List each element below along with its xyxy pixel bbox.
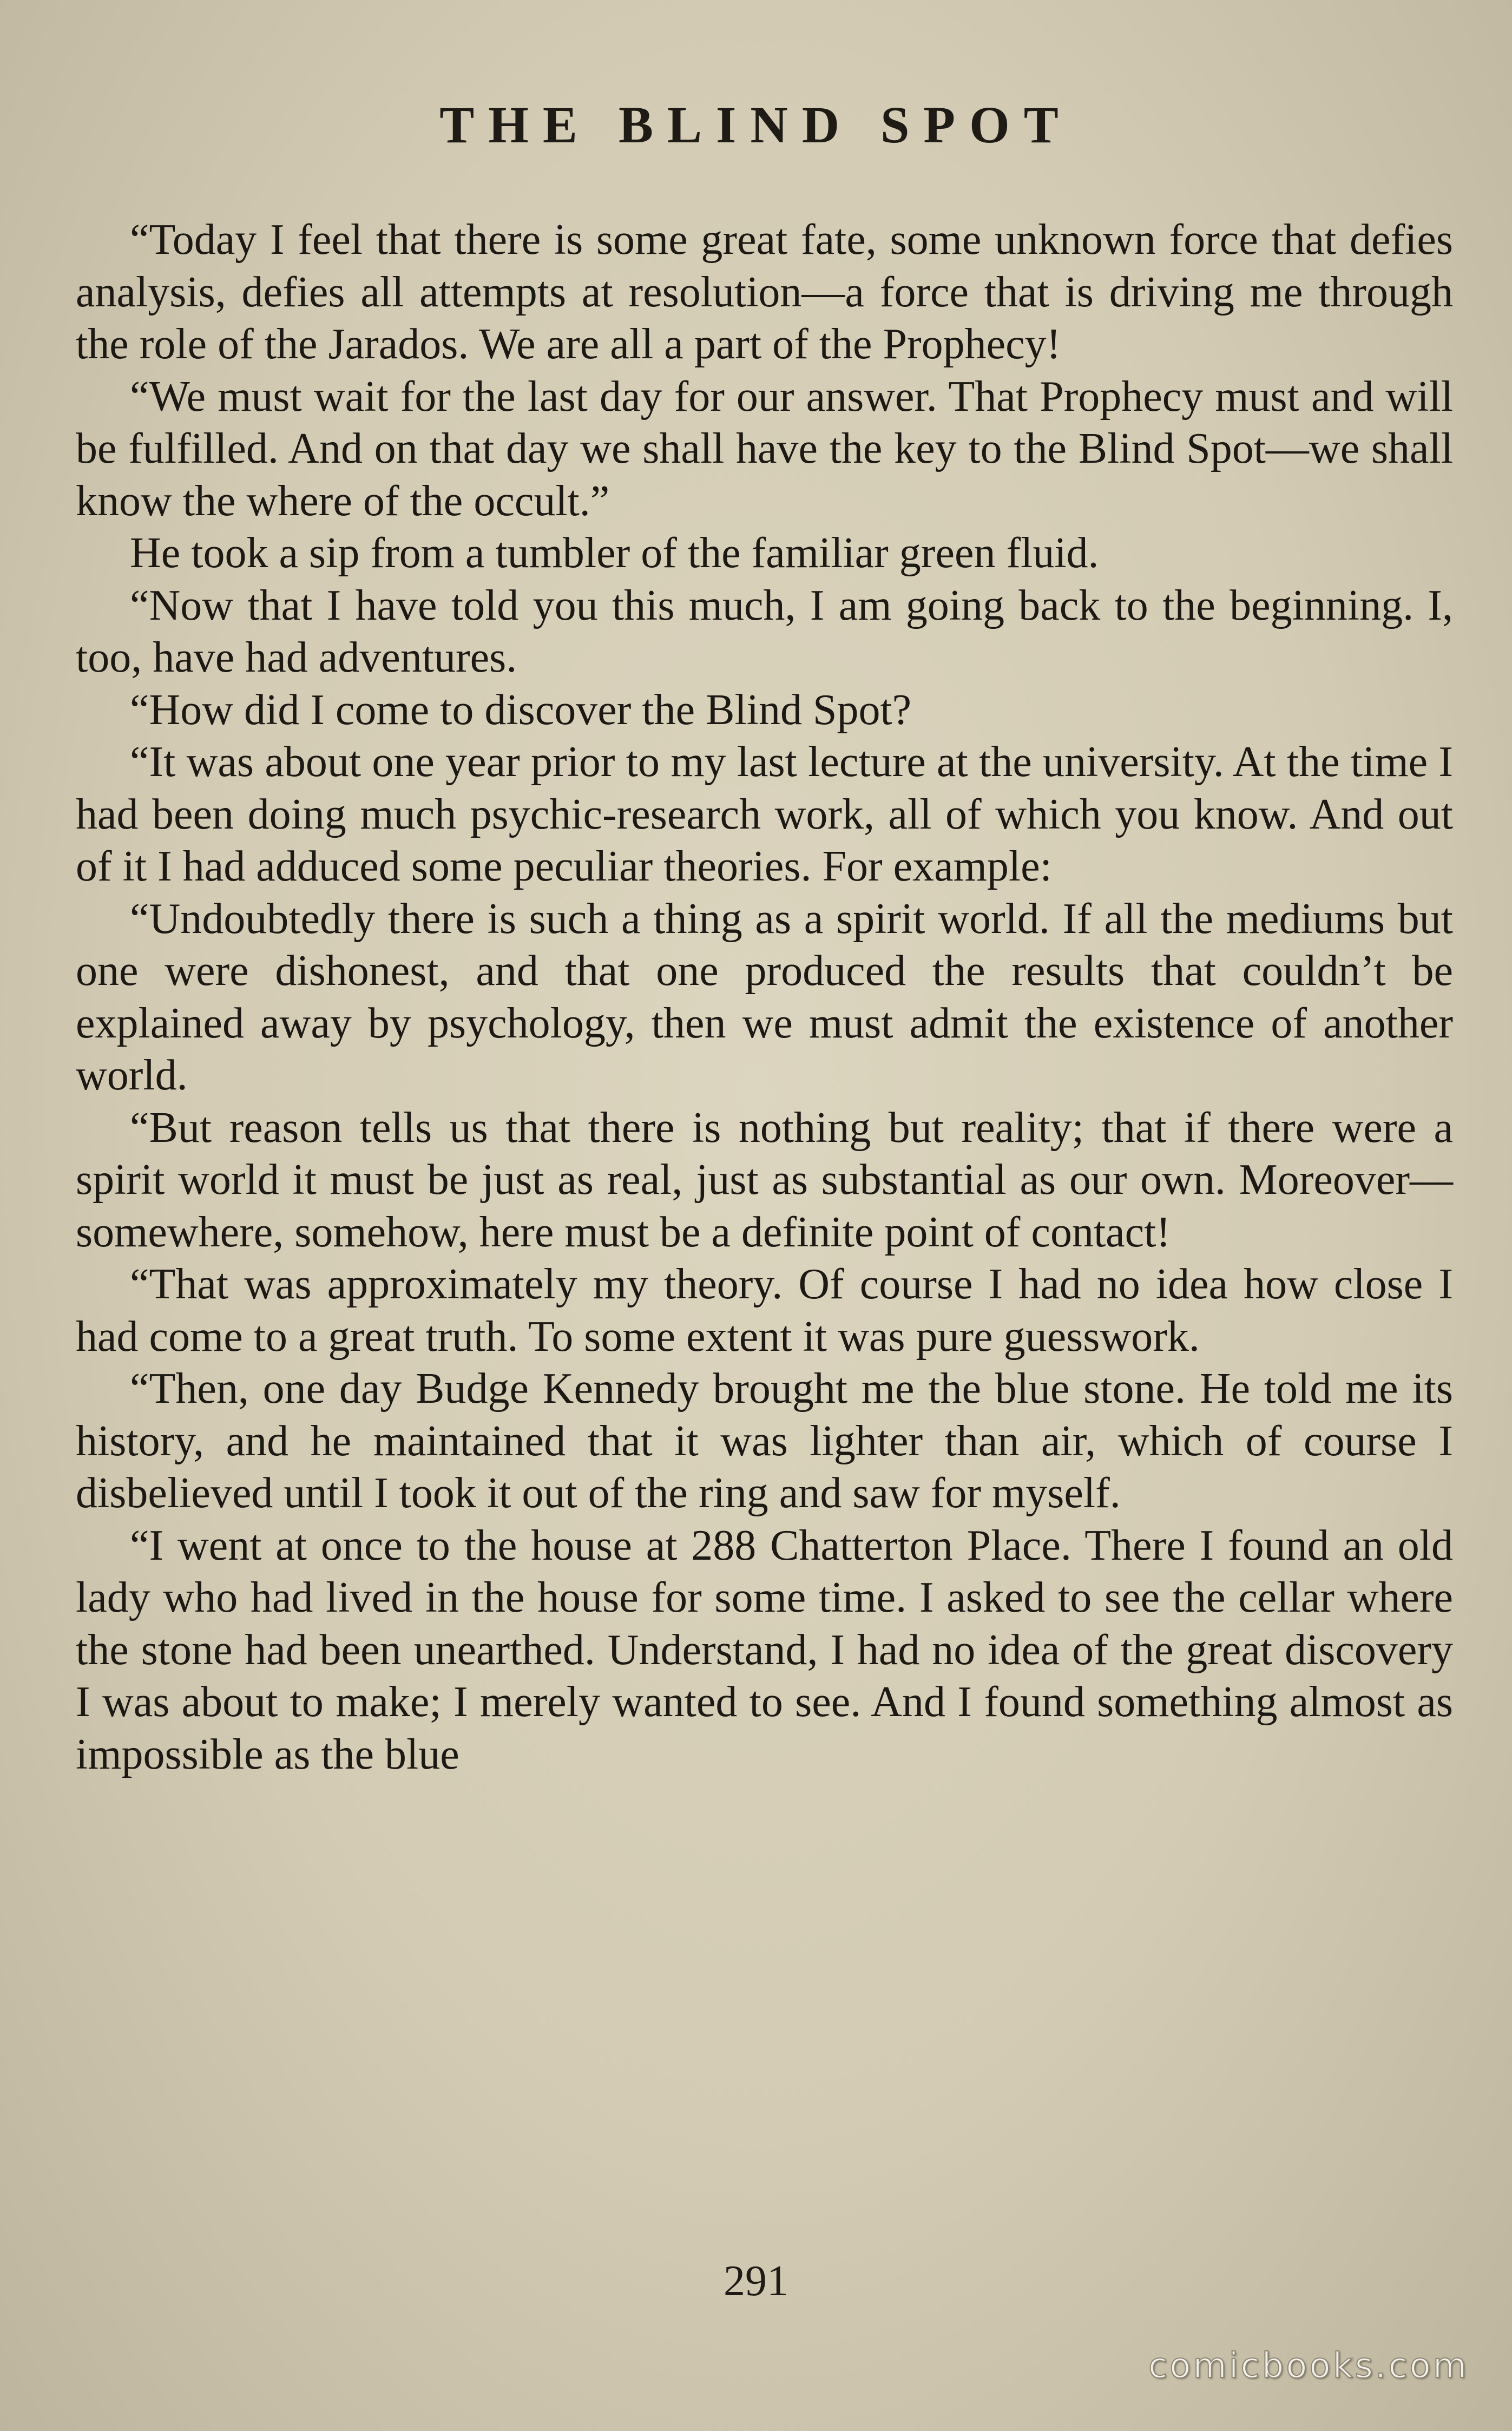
paragraph: He took a sip from a tumbler of the familiar green fluid. xyxy=(130,529,1099,577)
paragraph: “That was approximately my theory. Of course I had no idea how close I had come to a great truth. To some extent it was pure guesswork. xyxy=(76,1260,1453,1361)
paragraph: “Now that I have told you this much, I am going back to the beginning. I, too, have had adventures. xyxy=(76,581,1453,681)
paragraph: “We must wait for the last day for our answer. That Prophecy must and will be fulfilled. And on that day we shall have the key to the Blind Spot—we shall know the where of the occult.” xyxy=(76,372,1453,525)
paragraph: “How did I come to discover the Blind Spot? xyxy=(130,686,912,734)
page-number: 291 xyxy=(724,2257,788,2305)
paragraph: “I went at once to the house at 288 Chatterton Place. There I found an old lady who had lived in the house for some time. I asked to see the cellar where the stone had been unearthed. Understand, I had no idea of the great discovery I was about to make; I merely wanted to see. And I found something almost as impossible as the blue xyxy=(76,1521,1453,1778)
paragraph: “Today I feel that there is some great fate, some unknown force that defies analysis, defies all attempts at resolution—a force that is driving me through the role of the Jarados. We are all a part of the Prophecy! xyxy=(76,216,1453,368)
paragraph: “Then, one day Budge Kennedy brought me the blue stone. He told me its history, and he maintained that it was lighter than air, which of course I disbelieved until I took it out of the ring and saw for myself. xyxy=(76,1365,1453,1517)
paragraph: “But reason tells us that there is nothing but reality; that if there were a spirit world it must be just as real, just as substantial as our own. Moreover—somewhere, somehow, here must be a definite point of contact! xyxy=(76,1103,1453,1256)
running-head: THE BLIND SPOT xyxy=(439,96,1073,154)
paragraph: “Undoubtedly there is such a thing as a spirit world. If all the mediums but one were dishonest, and that one produced the results that couldn’t be explained away by psychology, then we must admit the existence of another world. xyxy=(76,895,1453,1099)
body-text xyxy=(76,214,1453,1780)
watermark: comicbooks.com xyxy=(1148,2346,1469,2386)
paragraph: “It was about one year prior to my last lecture at the university. At the time I had been doing much psychic-research work, all of which you know. And out of it I had adduced some peculiar theories. For example: xyxy=(76,738,1453,890)
